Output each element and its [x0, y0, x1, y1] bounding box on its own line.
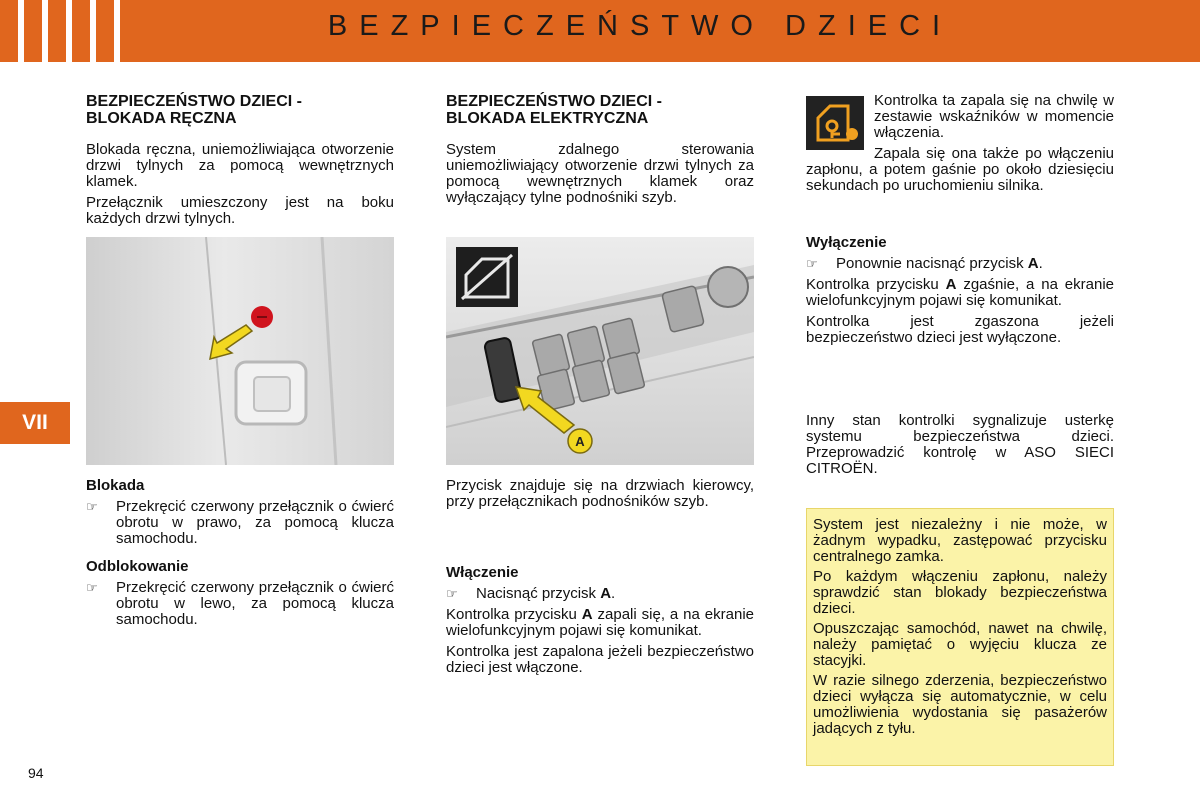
page-title: BEZPIECZEŃSTWO DZIECI	[327, 10, 953, 42]
driver-door-switches-photo	[446, 237, 754, 465]
button-location	[446, 478, 754, 515]
column-electric-lock	[446, 93, 754, 211]
door-lock-photo	[86, 237, 394, 465]
list-item: ☞ Przekręcić czerwony przełącznik o ćwierć obrotu w prawo, za pomocą klucza samochodu.	[86, 498, 394, 547]
warning-paragraph: Kontrolka ta zapala się na chwilę w zestawie wskaźników w momencie włączenia.	[874, 92, 1114, 141]
note-paragraph: Po każdym włączeniu zapłonu, należy sprawdzić stan blokady bezpieczeństwa dzieci.	[813, 568, 1107, 617]
off-section	[806, 235, 1114, 351]
section-heading: BEZPIECZEŃSTWO DZIECI - BLOKADA ELEKTRYCZNA	[446, 93, 662, 127]
paragraph: Kontrolka jest zgaszona jeżeli bezpieczeństwo dzieci jest wyłączone.	[806, 313, 1114, 346]
note-paragraph: Opuszczając samochód, nawet na chwilę, należy pamiętać o wyjęciu klucza ze stacyjki.	[813, 620, 1107, 669]
lock-heading: Blokada	[86, 477, 145, 494]
hand-pointer-icon: ☞	[86, 499, 98, 514]
unlock-heading: Odblokowanie	[86, 558, 189, 575]
fault-paragraph: Inny stan kontrolki sygnalizuje usterkę systemu bezpieczeństwa dzieci. Przeprowadzić kontrolę w ASO SIECI CITROËN.	[806, 412, 1114, 477]
paragraph: Kontrolka przycisku A zapali się, a na ekranie wielofunkcyjnym pojawi się komunikat.	[446, 606, 754, 639]
hand-pointer-icon: ☞	[86, 580, 98, 595]
paragraph: Blokada ręczna, uniemożliwiająca otworzenie drzwi tylnych za pomocą wewnętrznych klamek.	[86, 141, 394, 190]
off-heading: Wyłączenie	[806, 234, 887, 251]
header-stripes	[0, 0, 130, 62]
list-item: ☞ Nacisnąć przycisk A.	[446, 585, 616, 602]
note-paragraph: W razie silnego zderzenia, bezpieczeństwo dzieci wyłącza się automatycznie, w celu umożliwienia wydostania się pasażerów jadących z tyłu.	[813, 672, 1107, 737]
paragraph: Kontrolka przycisku A zgaśnie, a na ekranie wielofunkcyjnym pojawi się komunikat.	[806, 276, 1114, 309]
hand-pointer-icon: ☞	[806, 256, 818, 271]
lock-section	[86, 478, 394, 642]
paragraph: System zdalnego sterowania uniemożliwiający otworzenie drzwi tylnych za pomocą wewnętrznych klamek oraz wyłączający tylne podnośniki szyb.	[446, 141, 754, 206]
section-heading: BEZPIECZEŃSTWO DZIECI - BLOKADA RĘCZNA	[86, 93, 302, 127]
callout-letter: A	[575, 434, 585, 449]
paragraph: Przycisk znajduje się na drzwiach kierowcy, przy przełącznikach podnośników szyb.	[446, 477, 754, 510]
list-item: ☞ Przekręcić czerwony przełącznik o ćwierć obrotu w lewo, za pomocą klucza samochodu.	[86, 579, 394, 628]
paragraph: Przełącznik umieszczony jest na boku każdych drzwi tylnych.	[86, 194, 394, 227]
paragraph: Kontrolka jest zapalona jeżeli bezpieczeństwo dzieci jest włączone.	[446, 643, 754, 676]
chapter-tab[interactable]: VII	[0, 402, 70, 444]
on-heading: Włączenie	[446, 564, 519, 581]
column-manual-lock	[86, 93, 394, 232]
page-header	[0, 0, 1200, 62]
note-box	[806, 508, 1114, 766]
page-number: 94	[28, 765, 44, 781]
note-paragraph: System jest niezależny i nie może, w żadnym wypadku, zastępować przycisku centralnego zamka.	[813, 516, 1107, 565]
child-lock-warning-icon	[806, 96, 864, 150]
column-indicator: Zapala się ona także po włączeniu zapłonu, a potem gaśnie po około dziesięciu sekundach po uruchomieniu silnika.	[806, 145, 1114, 194]
on-section	[446, 565, 754, 681]
list-item: ☞ Ponownie nacisnąć przycisk A.	[806, 255, 1043, 272]
hand-pointer-icon: ☞	[446, 586, 458, 601]
